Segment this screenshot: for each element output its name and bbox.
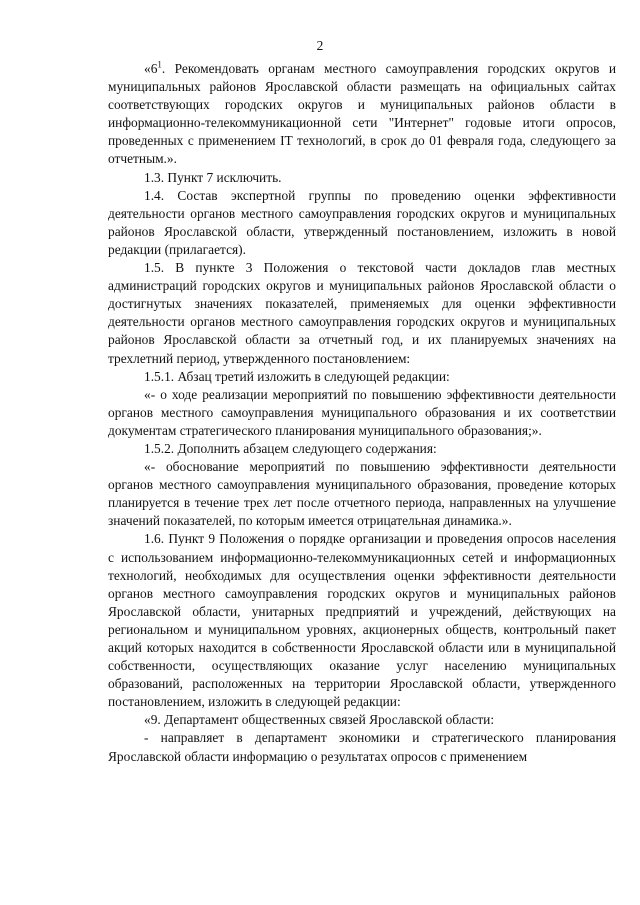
document-body [108, 60, 616, 766]
paragraph-9: «9. Департамент общественных связей Ярославской области: [144, 712, 495, 728]
paragraph-1-3: 1.3. Пункт 7 исключить. [144, 169, 282, 185]
paragraph-1-5-1: 1.5.1. Абзац третий изложить в следующей редакции: [144, 368, 450, 384]
paragraph-9-dash: - направляет в департамент экономики и стратегического планирования Ярославской области информацию о результатах опросов с применением [108, 730, 616, 764]
paragraph-6-1-prefix: «6 [144, 61, 158, 76]
paragraph-1-5: 1.5. В пункте 3 Положения о текстовой части докладов глав местных администраций городских округов и муниципальных районов Ярославской области о достигнутых значениях показателей, применяемых для оценки эффективности деятельности органов местного самоуправления городских округов и муниципальных районов Ярославской области за отчетный год, и их планируемых значениях на трехлетний период, утвержденного постановлением: [108, 260, 616, 366]
paragraph-1-5-2: 1.5.2. Дополнить абзацем следующего содержания: [144, 440, 437, 456]
paragraph-1-6: 1.6. Пункт 9 Положения о порядке организации и проведения опросов населения с использованием информационно-телекоммуникационных сетей и информационных технологий, необходимых для осуществления оценки эффективности деятельности органов местного самоуправления городских округов и муниципальных районов Ярославской области, унитарных предприятий и учреждений, действующих на региональном и муниципальном уровнях, акционерных обществ, контрольный пакет акций которых находится в собственности Ярославской области или в муниципальной собственности, осуществляющих оказание услуг населению муниципальных образований, расположенных на территории Ярославской области, утвержденного постановлением, изложить в следующей редакции: [108, 531, 616, 710]
paragraph-new-abzac: «- обоснование мероприятий по повышению эффективности деятельности органов местного самоуправления муниципального образования, проведение которых планируется в течение трех лет после отчетного периода, направленных на улучшение значений показателей, по которым имеется отрицательная динамика.». [108, 459, 616, 529]
paragraph-1-4: 1.4. Состав экспертной группы по проведению оценки эффективности деятельности органов местного самоуправления городских округов и муниципальных районов Ярославской области, утвержденный постановлением, изложить в новой редакции (прилагается). [108, 187, 616, 257]
page-number: 2 [316, 38, 324, 53]
paragraph-abzac-3: «- о ходе реализации мероприятий по повышению эффективности деятельности органов местного самоуправления муниципального образования и их соответствии документам стратегического планирования муниципального образования;». [108, 386, 616, 438]
paragraph-6-1-text: . Рекомендовать органам местного самоуправления городских округов и муниципальных районов Ярославской области размещать на официальных сайтах соответствующих городских округов и муниципальных районов области в информационно-телекоммуникационной сети "Интернет" годовые итоги опросов, проведенных с применением IT технологий, в срок до 01 февраля года, следующего за отчетным.». [108, 61, 616, 167]
superscript-1: 1 [157, 59, 162, 70]
paragraph-6-1 [108, 60, 616, 169]
